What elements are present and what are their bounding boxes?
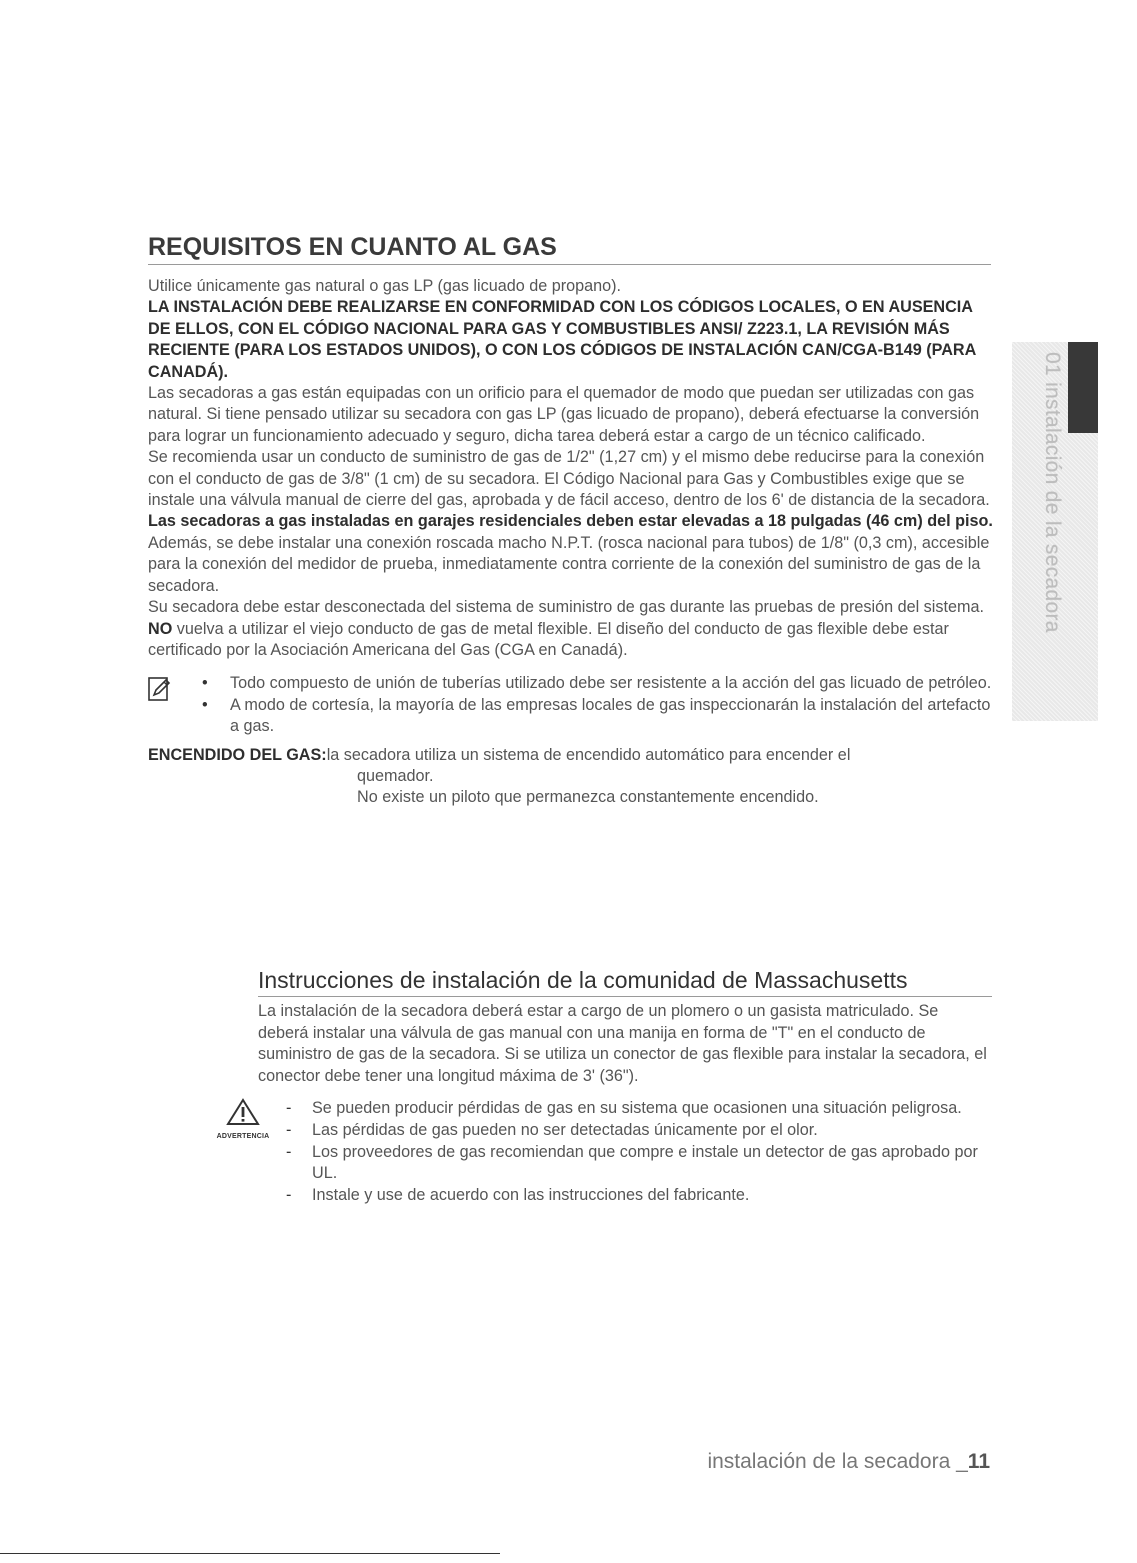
note-item: • A modo de cortesía, la mayoría de las empresas locales de gas inspeccionarán la instalación del artefacto a gas. [230, 695, 998, 738]
warning-item: - Las pérdidas de gas pueden no ser detectadas únicamente por el olor. [312, 1120, 992, 1142]
flex-text: vuelva a utilizar el viejo conducto de gas de metal flexible. El diseño del conducto de gas flexible debe estar certificado por la Asociación Americana del Gas (CGA en Canadá). [148, 619, 949, 659]
orifice-paragraph: Las secadoras a gas están equipadas con un orificio para el quemador de modo que puedan ser utilizadas con gas natural. Si tiene pensado utilizar su secadora con gas LP (gas licuado de propano), deberá efectuarse la conversión para lograr un funcionamiento adecuado y seguro, dicha tarea deberá estar a cargo de un técnico calificado. [148, 384, 980, 445]
npt-paragraph: Además, se debe instalar una conexión roscada macho N.P.T. (rosca nacional para tubos) de 1/8" (0,3 cm), accesible para la conexión del medidor de prueba, inmediatamente contra corriente de la conexión del suministro de gas de la secadora. [148, 533, 990, 595]
section-body [148, 276, 998, 809]
section-title: REQUISITOS EN CUANTO AL GAS [148, 232, 991, 265]
ignition-block [148, 745, 998, 809]
chapter-tab-marker [1068, 342, 1098, 433]
ignition-line2: quemador. [357, 766, 434, 785]
supply-paragraph: Se recomienda usar un conducto de suministro de gas de 1/2" (1,27 cm) y el mismo debe reducirse para la conexión con el conducto de gas de 3/8" (1 cm) de su secadora. El Código Nacional para Gas y Combustibles exige que se instale una válvula manual de cierre del gas, aprobada y de fácil acceso, dentro de los 6' de distancia de la secadora. [148, 448, 990, 510]
massachusetts-title: Instrucciones de instalación de la comunidad de Massachusetts [258, 965, 992, 997]
flex-paragraph [148, 619, 998, 662]
garage-notice: Las secadoras a gas instaladas en garajes residenciales deben estar elevadas a 18 pulgadas (46 cm) del piso. [148, 512, 993, 531]
massachusetts-section [216, 965, 992, 1206]
bottom-rule [0, 1553, 500, 1554]
warning-item: - Instale y use de acuerdo con las instrucciones del fabricante. [312, 1185, 992, 1207]
massachusetts-body: La instalación de la secadora deberá estar a cargo de un plomero o un gasista matriculado. Se deberá instalar una válvula de gas manual con una manija en forma de "T" en el conducto de suministro de gas de la secadora. Si se utiliza un conector de gas flexible para instalar la secadora, el conector debe tener una longitud máxima de 3' (36"). [258, 1002, 987, 1085]
chapter-tab-label: 01 instalación de la secadora [1041, 352, 1064, 633]
page-number: 11 [967, 1450, 990, 1473]
ignition-label: ENCENDIDO DEL GAS: [148, 745, 327, 764]
note-icon [148, 675, 172, 703]
note-item: • Todo compuesto de unión de tuberías utilizado debe ser resistente a la acción del gas licuado de petróleo. [230, 673, 998, 694]
warning-block [216, 1098, 992, 1206]
warning-caption: ADVERTENCIA [216, 1133, 270, 1141]
note-block [148, 673, 998, 737]
no-word: NO [148, 619, 173, 638]
warning-list [312, 1098, 992, 1206]
ignition-line3: No existe un piloto que permanezca constantemente encendido. [357, 788, 819, 807]
note-list [230, 673, 998, 737]
code-notice: LA INSTALACIÓN DEBE REALIZARSE EN CONFORMIDAD CON LOS CÓDIGOS LOCALES, O EN AUSENCIA DE ELLOS, CON EL CÓDIGO NACIONAL PARA GAS Y COMBUSTIBLES ANSI/ Z223.1, LA REVISIÓN MÁS RECIENTE (PARA LOS ESTADOS UNIDOS), O CON LOS CÓDIGOS DE INSTALACIÓN CAN/CGA-B149 (PARA CANADÁ). [148, 298, 976, 381]
footer-text: instalación de la secadora _ [707, 1450, 968, 1473]
warning-item: - Se pueden producir pérdidas de gas en su sistema que ocasionen una situación peligrosa. [312, 1098, 992, 1120]
disconnect-paragraph: Su secadora debe estar desconectada del sistema de suministro de gas durante las pruebas de presión del sistema. [148, 598, 984, 617]
warning-icon [213, 1098, 273, 1148]
chapter-side-tab [1012, 342, 1098, 721]
page-footer [707, 1450, 990, 1474]
warning-item: - Los proveedores de gas recomiendan que compre e instale un detector de gas aprobado por UL. [312, 1142, 992, 1185]
intro-paragraph: Utilice únicamente gas natural o gas LP (gas licuado de propano). [148, 277, 622, 295]
ignition-line1: la secadora utiliza un sistema de encendido automático para encender el [326, 745, 851, 764]
